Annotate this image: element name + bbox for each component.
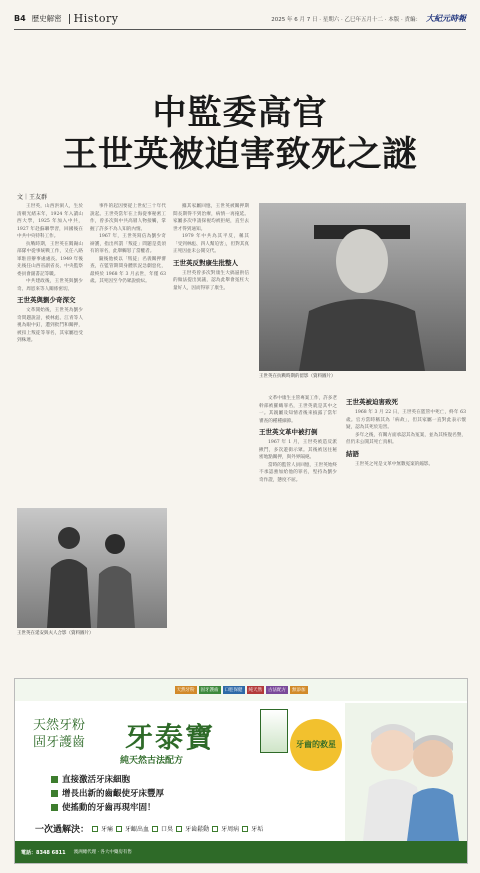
ad-tag: 固牙護齒 — [200, 688, 219, 693]
ad-phone: 電話：8348 6811 — [21, 849, 66, 856]
ad-subtitle: 純天然古法配方 — [120, 756, 184, 766]
ad-benefit-2 — [51, 787, 164, 799]
bullet-square-icon — [51, 790, 58, 797]
ad-tagline — [33, 717, 85, 751]
subheading: 王世英被迫害致死 — [346, 398, 398, 406]
ad-solve-item: 牙齦出血 — [125, 826, 150, 833]
ad-footer — [15, 841, 467, 863]
ad-solve-item: 牙周病 — [221, 826, 240, 833]
toothpowder-advertisement — [14, 678, 468, 864]
photo-portrait-caption: 王世英在抗戰時期的留影（資料圖片） — [259, 374, 336, 379]
ad-solve-row — [35, 822, 263, 835]
ad-footer-text: 澳洲總代理 · 各大中藥房有售 — [73, 850, 132, 855]
ad-brand-name: 牙泰寶 — [125, 721, 216, 754]
paragraph: 當時的監管人員回憶，王世英始終不承認強加給他的罪名，堅持為劉少奇作證，態度不屈。 — [259, 462, 337, 483]
photo-portrait — [259, 203, 466, 371]
ad-badge: 牙齒的救星 — [290, 719, 342, 771]
checkbox-icon — [152, 826, 158, 832]
ad-couple-image — [345, 703, 468, 841]
ad-tag: 純天然 — [248, 688, 262, 693]
checkbox-icon — [116, 826, 122, 832]
byline: 文｜王友群 — [17, 194, 48, 201]
ad-benefit-text: 增長出新的齒齦使牙床豐厚 — [62, 789, 165, 799]
bullet-square-icon — [51, 804, 58, 811]
ad-solve-item: 口臭 — [161, 826, 174, 833]
headline-line-1: 中監委高官 — [152, 93, 328, 133]
paragraph: 文革中康生主管專案工作，許多老幹部被羅織罪名，王世英就是其中之一。其親屬及知情者後來披露了當年審查的種種細節。 — [259, 396, 337, 424]
article-column-5 — [346, 395, 466, 658]
ad-tagline-line1: 天然牙粉 — [33, 718, 86, 733]
subheading: 王世英反對康生批整人 — [173, 258, 238, 267]
subheading: 王世英與劉少奇深交 — [17, 296, 76, 304]
paragraph: 1979 年中共為其平反，稱其「受到林彪、四人幫迫害」，但對其真正死因並未公開交代。 — [173, 234, 249, 254]
ad-solve-lead: 一次過解決： — [35, 825, 90, 835]
photo-couple-caption: 王世英在延安與夫人合影（資料圖片） — [17, 631, 94, 636]
paragraph: 1968 年 3 月 22 日，王世英在監管中死亡，終年 63 歲。官方當時稱其為「病故」，但其家屬一直對此表示懷疑，認為其死於迫害。 — [346, 410, 466, 430]
ad-tag: 古法配方 — [268, 688, 286, 693]
paragraph: 隨後他被以「叛徒」名義關押審查，在監管期間身體狀況急劇惡化，最終於 1968 年 3 月去世，年僅 63 歲。其死因至今仍眾說紛紜。 — [90, 256, 166, 284]
checkbox-icon — [92, 826, 98, 832]
page-number: B4 — [14, 14, 26, 23]
subheading: 結語 — [346, 449, 359, 458]
ad-top-bar — [15, 679, 467, 701]
ad-solve-item: 牙齒鬆動 — [185, 826, 210, 833]
masthead-logo: 大紀元時報 — [426, 14, 466, 23]
headline-line-2: 王世英被迫害致死之謎 — [62, 134, 418, 175]
paragraph: 王世英，山西洪洞人，生於清朝光緒末年，1924 年入讀山西大學，1925 年加入中共，1927 年赴蘇聯學習，回國後在中共中央特科工作。 — [17, 204, 83, 239]
ad-benefit-text: 直接激活牙床細胞 — [62, 775, 131, 785]
paragraph: 1967 年，王世英寫信為劉少奇辯護，指出所謂「叛徒」問題是莫須有的罪名，此舉觸怒了當權者。 — [90, 234, 166, 254]
subheading: 王世英文革中被打倒 — [259, 428, 318, 436]
paragraph: 中共建政後，王世英與劉少奇、周恩來等人關係密切。 — [17, 279, 83, 292]
photo-couple — [17, 508, 167, 628]
article-column-1 — [17, 203, 83, 553]
checkbox-icon — [176, 826, 182, 832]
page-header — [14, 8, 466, 30]
header-right — [271, 13, 466, 24]
product-box-icon — [260, 709, 288, 753]
paragraph: 據其家屬回憶，王世英被關押期間長期得不到治療，病情一再拖延。家屬多次申請探視均被拒絕，直至去世才得到通知。 — [173, 204, 249, 232]
paragraph: 多年之後，有關方面承認其為冤案，並為其恢復名譽，但仍未公開其死亡真相。 — [346, 432, 466, 445]
paragraph: 王世英曾多次對康生大搞逼供信的做法提出異議，認為此舉會冤枉大量好人，因而得罪了康生。 — [173, 270, 249, 291]
photo-portrait-image — [259, 203, 466, 371]
paragraph: 王世英之死是文革中無數冤案的縮影。 — [355, 461, 434, 467]
article-column-3 — [173, 203, 249, 658]
ad-tag: 口腔保健 — [224, 688, 243, 693]
paragraph: 事件的起因要從上世紀三十年代說起。王世英當年在上海從事秘密工作，曾多次與中共高層人物接觸，掌握了許多不為人知的內情。 — [90, 204, 166, 232]
ad-tag: 天然牙粉 — [176, 688, 195, 693]
ad-benefit-text: 使搖動的牙齒再現牢固！ — [62, 803, 156, 813]
ad-tagline-line2: 固牙護齒 — [33, 735, 86, 750]
bullet-square-icon — [51, 776, 58, 783]
photo-couple-image — [17, 508, 167, 628]
date-line: 2025 年 6 月 7 日 · 星期六 · 乙巳年五月十二 · 本版 · 責編： — [271, 16, 421, 23]
paragraph: 1967 年 1 月，王世英被造反派揪鬥，多次遊街示眾。其後被送往秘密地點關押，與外界隔絕。 — [259, 440, 337, 460]
ad-benefit-3 — [51, 801, 156, 813]
ad-solve-item: 牙垢 — [251, 826, 264, 833]
header-divider — [69, 14, 70, 24]
ad-benefit-1 — [51, 773, 130, 785]
article-column-2 — [90, 203, 166, 553]
checkbox-icon — [242, 826, 248, 832]
section-label-en: History — [73, 12, 119, 25]
ad-tag: 無添加 — [292, 688, 306, 693]
ad-solve-item: 牙痛 — [101, 826, 114, 833]
section-label: 歷史解密 — [31, 14, 62, 23]
checkbox-icon — [212, 826, 218, 832]
article-column-4 — [259, 395, 337, 658]
paragraph: 文革開始後，王世英為劉少奇問題說話，被林彪、江青等人視為眼中釘，遭到批鬥和關押，被扣上叛徒等罪名，其家屬也受到株連。 — [17, 308, 83, 343]
paragraph: 抗戰時期，王世英在閻錫山部隊中從事統戰工作，又任八路軍駐晉辦事處處長。1949 年後先後任山西省副省長、中央監察委員會副書記等職。 — [17, 241, 83, 277]
